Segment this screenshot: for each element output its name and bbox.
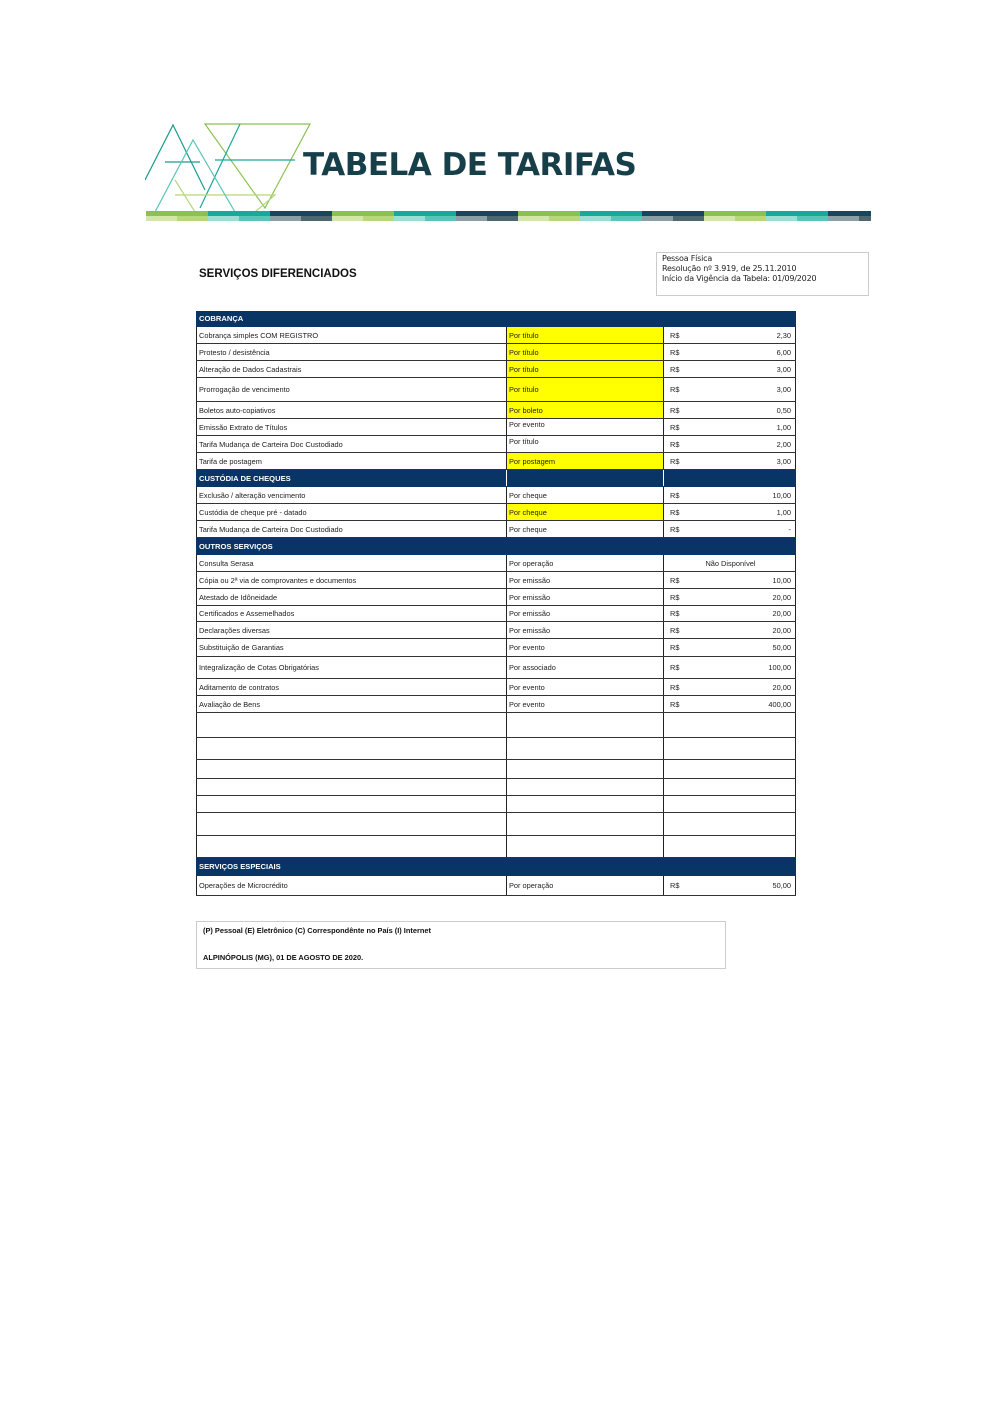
service-name: Tarifa de postagem	[196, 453, 507, 469]
table-row	[196, 622, 796, 639]
service-name	[196, 813, 507, 835]
table-row	[196, 713, 796, 738]
service-name	[196, 738, 507, 759]
price-cell	[664, 813, 796, 835]
charge-unit: Por cheque	[507, 521, 664, 537]
table-row	[196, 504, 796, 521]
charge-unit: Por cheque	[507, 504, 664, 520]
price-cell	[664, 622, 796, 638]
price-value: 2,00	[776, 439, 791, 449]
charge-unit: Por emissão	[507, 622, 664, 638]
table-row	[196, 572, 796, 589]
currency: R$	[670, 422, 680, 432]
charge-unit: Por operação	[507, 876, 664, 895]
price-cell	[664, 504, 796, 520]
charge-unit: Por título	[507, 436, 664, 452]
table-row	[196, 344, 796, 361]
table-row	[196, 402, 796, 419]
group-header	[196, 858, 796, 876]
table-row	[196, 876, 796, 896]
price-value: 20,00	[772, 682, 791, 692]
charge-unit	[507, 813, 664, 835]
charge-unit: Por título	[507, 344, 664, 360]
group-title: CUSTÓDIA DE CHEQUES	[196, 470, 507, 486]
table-row	[196, 487, 796, 504]
service-name	[196, 779, 507, 795]
table-row	[196, 521, 796, 538]
price-cell	[664, 487, 796, 503]
price-value: 50,00	[772, 881, 791, 890]
table-row	[196, 836, 796, 858]
header-cell	[507, 470, 664, 486]
section-title: SERVIÇOS DIFERENCIADOS	[199, 268, 357, 280]
service-name: Protesto / desistência	[196, 344, 507, 360]
service-name	[196, 713, 507, 737]
page-title: TABELA DE TARIFAS	[303, 147, 637, 183]
charge-unit: Por evento	[507, 696, 664, 712]
charge-unit: Por associado	[507, 657, 664, 678]
group-title: SERVIÇOS ESPECIAIS	[196, 858, 796, 875]
currency: R$	[670, 456, 680, 466]
price-cell	[664, 327, 796, 343]
price-cell	[664, 657, 796, 678]
charge-unit: Por título	[507, 327, 664, 343]
price-cell	[664, 344, 796, 360]
price-cell	[664, 436, 796, 452]
currency: R$	[670, 405, 680, 415]
table-row	[196, 419, 796, 436]
price-cell	[664, 639, 796, 656]
table-row	[196, 796, 796, 813]
service-name: Avaliação de Bens	[196, 696, 507, 712]
charge-unit	[507, 760, 664, 778]
charge-unit: Por evento	[507, 419, 664, 435]
table-row	[196, 361, 796, 378]
table-row	[196, 639, 796, 657]
table-row	[196, 378, 796, 402]
service-name	[196, 796, 507, 812]
table-row	[196, 436, 796, 453]
currency: R$	[670, 385, 680, 394]
price-cell	[664, 876, 796, 895]
price-cell	[664, 521, 796, 537]
price-value: 6,00	[776, 347, 791, 357]
service-name: Cópia ou 2ª via de comprovantes e documentos	[196, 572, 507, 588]
currency: R$	[670, 682, 680, 692]
charge-unit	[507, 779, 664, 795]
price-value: 3,00	[776, 364, 791, 374]
table-row	[196, 679, 796, 696]
currency: R$	[670, 490, 680, 500]
price-value: -	[788, 524, 791, 534]
service-name	[196, 836, 507, 857]
service-name: Atestado de Idôneidade	[196, 589, 507, 605]
price-value: 20,00	[772, 592, 791, 602]
currency: R$	[670, 881, 680, 890]
currency: R$	[670, 625, 680, 635]
currency: R$	[670, 592, 680, 602]
currency: R$	[670, 609, 680, 618]
price-cell	[664, 679, 796, 695]
charge-unit: Por operação	[507, 555, 664, 571]
charge-unit	[507, 836, 664, 857]
price-value: 3,00	[776, 385, 791, 394]
charge-unit: Por título	[507, 378, 664, 401]
tariff-table	[196, 311, 796, 896]
price-value: 10,00	[772, 490, 791, 500]
charge-unit: Por evento	[507, 639, 664, 656]
price-value: 1,00	[776, 507, 791, 517]
price-cell	[664, 453, 796, 469]
currency: R$	[670, 699, 680, 709]
service-name: Boletos auto-copiativos	[196, 402, 507, 418]
price-value: 3,00	[776, 456, 791, 466]
price-value: 20,00	[772, 625, 791, 635]
info-line: Pessoa Física	[662, 254, 713, 263]
price-cell	[664, 606, 796, 621]
charge-unit: Por postagem	[507, 453, 664, 469]
service-name: Tarifa Mudança de Carteira Doc Custodiado	[196, 436, 507, 452]
price-cell	[664, 713, 796, 737]
service-name: Cobrança simples COM REGISTRO	[196, 327, 507, 343]
charge-unit: Por emissão	[507, 589, 664, 605]
info-line: Resolução nº 3.919, de 25.11.2010	[662, 264, 797, 273]
service-name: Aditamento de contratos	[196, 679, 507, 695]
price-cell	[664, 738, 796, 759]
currency: R$	[670, 507, 680, 517]
charge-unit: Por emissão	[507, 606, 664, 621]
table-row	[196, 589, 796, 606]
charge-unit	[507, 713, 664, 737]
channel-legend: (P) Pessoal (E) Eletrônico (C) Correspondênte no País (I) Internet	[203, 926, 431, 935]
service-name: Tarifa Mudança de Carteira Doc Custodiado	[196, 521, 507, 537]
group-header	[196, 311, 796, 327]
service-name: Custódia de cheque pré - datado	[196, 504, 507, 520]
service-name: Operações de Microcrédito	[196, 876, 507, 895]
group-header	[196, 538, 796, 555]
group-title: COBRANÇA	[196, 311, 796, 326]
price-value: 10,00	[772, 575, 791, 585]
price-cell	[664, 836, 796, 857]
price-cell	[664, 419, 796, 435]
price-cell	[664, 760, 796, 778]
info-box	[656, 252, 869, 296]
service-name	[196, 760, 507, 778]
table-row	[196, 453, 796, 470]
service-name: Prorrogação de vencimento	[196, 378, 507, 401]
currency: R$	[670, 524, 680, 534]
price-value: 400,00	[768, 699, 791, 709]
price-cell	[664, 572, 796, 588]
table-row	[196, 696, 796, 713]
currency: R$	[670, 643, 680, 652]
price-value: 100,00	[768, 663, 791, 672]
footer-box	[196, 921, 726, 969]
price-cell	[664, 378, 796, 401]
charge-unit	[507, 796, 664, 812]
price-value: Não Disponível	[705, 558, 756, 568]
group-header	[196, 470, 796, 487]
decorative-stripe	[146, 211, 871, 221]
price-cell	[664, 696, 796, 712]
table-row	[196, 327, 796, 344]
service-name: Integralização de Cotas Obrigatórias	[196, 657, 507, 678]
table-row	[196, 555, 796, 572]
table-row	[196, 657, 796, 679]
place-date: ALPINÓPOLIS (MG), 01 DE AGOSTO DE 2020.	[203, 953, 364, 962]
currency: R$	[670, 347, 680, 357]
currency: R$	[670, 364, 680, 374]
info-line: Início da Vigência da Tabela: 01/09/2020	[662, 274, 817, 283]
currency: R$	[670, 330, 680, 340]
price-cell	[664, 361, 796, 377]
price-value: 0,50	[776, 405, 791, 415]
price-cell	[664, 589, 796, 605]
header-cell	[664, 470, 796, 486]
table-row	[196, 779, 796, 796]
service-name: Alteração de Dados Cadastrais	[196, 361, 507, 377]
currency: R$	[670, 439, 680, 449]
charge-unit	[507, 738, 664, 759]
table-row	[196, 606, 796, 622]
table-row	[196, 760, 796, 779]
price-cell	[664, 555, 796, 571]
price-cell	[664, 402, 796, 418]
price-value: 2,30	[776, 330, 791, 340]
table-row	[196, 813, 796, 836]
price-value: 50,00	[772, 643, 791, 652]
service-name: Exclusão / alteração vencimento	[196, 487, 507, 503]
price-cell	[664, 779, 796, 795]
logo-icon	[145, 120, 315, 212]
charge-unit: Por título	[507, 361, 664, 377]
price-value: 20,00	[772, 609, 791, 618]
table-row	[196, 738, 796, 760]
charge-unit: Por emissão	[507, 572, 664, 588]
charge-unit: Por evento	[507, 679, 664, 695]
service-name: Consulta Serasa	[196, 555, 507, 571]
group-title: OUTROS SERVIÇOS	[196, 538, 796, 554]
service-name: Declarações diversas	[196, 622, 507, 638]
service-name: Emissão Extrato de Títulos	[196, 419, 507, 435]
charge-unit: Por cheque	[507, 487, 664, 503]
currency: R$	[670, 575, 680, 585]
price-cell	[664, 796, 796, 812]
currency: R$	[670, 663, 680, 672]
charge-unit: Por boleto	[507, 402, 664, 418]
price-value: 1,00	[776, 422, 791, 432]
service-name: Certificados e Assemelhados	[196, 606, 507, 621]
service-name: Substituição de Garantias	[196, 639, 507, 656]
